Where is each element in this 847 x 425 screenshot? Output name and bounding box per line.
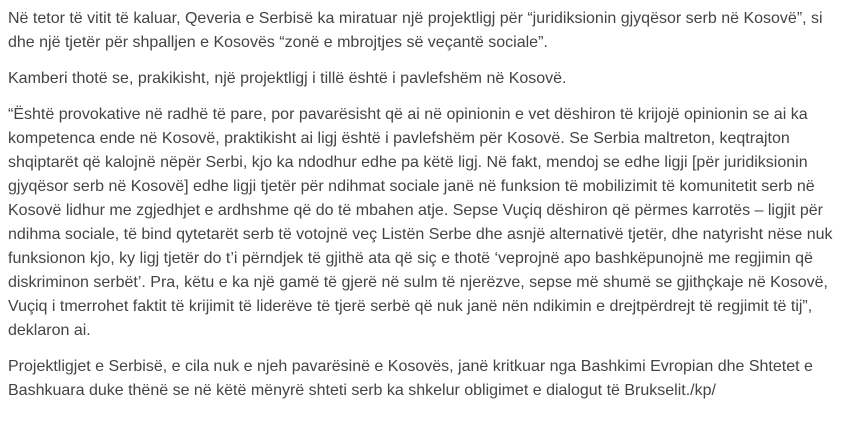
paragraph-line: gjyqësor serb në Kosovë] edhe ligji tjetër për ndihmat sociale janë në funksion të mobilizimit të komunitetit serb në bbox=[8, 178, 815, 195]
paragraph-line: shqiptarët që kalojnë nëpër Serbi, kjo ka ndodhur edhe pa këtë ligj. Në fakt, mendoj se edhe ligji [për juridiksionin bbox=[8, 154, 808, 171]
paragraph-line: Vuçiq i tmerrohet faktit të krijimit të liderëve të tjerë serbë që nuk janë nën ndikimin e drejtpërdrejt të regjimit të tij”, bbox=[8, 298, 813, 315]
paragraph-line: kompetenca ende në Kosovë, praktikisht ai ligj është i pavlefshëm për Kosovë. Se Serbia maltreton, keqtrajton bbox=[8, 130, 790, 147]
article-paragraph bbox=[8, 7, 840, 55]
paragraph-line: dhe një tjetër për shpalljen e Kosovës “zonë e mbrojtjes së veçantë sociale”. bbox=[8, 34, 548, 51]
paragraph-line: deklaron ai. bbox=[8, 322, 91, 339]
paragraph-line: Kamberi thotë se, prakikisht, një projektligj i tillë është i pavlefshëm në Kosovë. bbox=[8, 70, 567, 87]
article-body bbox=[8, 7, 840, 415]
paragraph-line: diskriminon serbët’. Pra, këtu e ka një gamë të gjerë në sulm të njerëzve, sepse më shumë se gjithçkaje në Kosovë, bbox=[8, 274, 828, 291]
paragraph-line: Projektligjet e Serbisë, e cila nuk e njeh pavarësinë e Kosovës, janë kritkuar nga Bashkimi Evropian dhe Shtetet e bbox=[8, 358, 813, 375]
paragraph-line: “Është provokative në radhë të pare, por pavarësisht që ai në opinionin e vet dëshiron të krijojë opinionin se ai ka bbox=[8, 106, 808, 123]
article-paragraph bbox=[8, 67, 840, 91]
article-paragraph bbox=[8, 103, 840, 343]
paragraph-line: funksionon kjo, ky ligj tjetër do t’i përndjek të gjithë ata që siç e thotë ‘veprojnë apo bashkëpunojnë me regjimin që bbox=[8, 250, 813, 267]
article-paragraph bbox=[8, 355, 840, 403]
paragraph-line: ndihma sociale, të bind qytetarët serb të votojnë veç Listën Serbe dhe asnjë alternativë tjetër, dhe natyrisht nëse nuk bbox=[8, 226, 833, 243]
paragraph-line: Në tetor të vitit të kaluar, Qeveria e Serbisë ka miratuar një projektligj për “juridiksionin gjyqësor serb në Kosovë”, si bbox=[8, 10, 823, 27]
paragraph-line: Bashkuara duke thënë se në këtë mënyrë shteti serb ka shkelur obligimet e dialogut të Brukselit./kp/ bbox=[8, 382, 716, 399]
paragraph-line: Kosovë lidhur me zgjedhjet e ardhshme që do të mbahen atje. Sepse Vuçiq dëshiron që përmes karrotës – ligjit për bbox=[8, 202, 823, 219]
